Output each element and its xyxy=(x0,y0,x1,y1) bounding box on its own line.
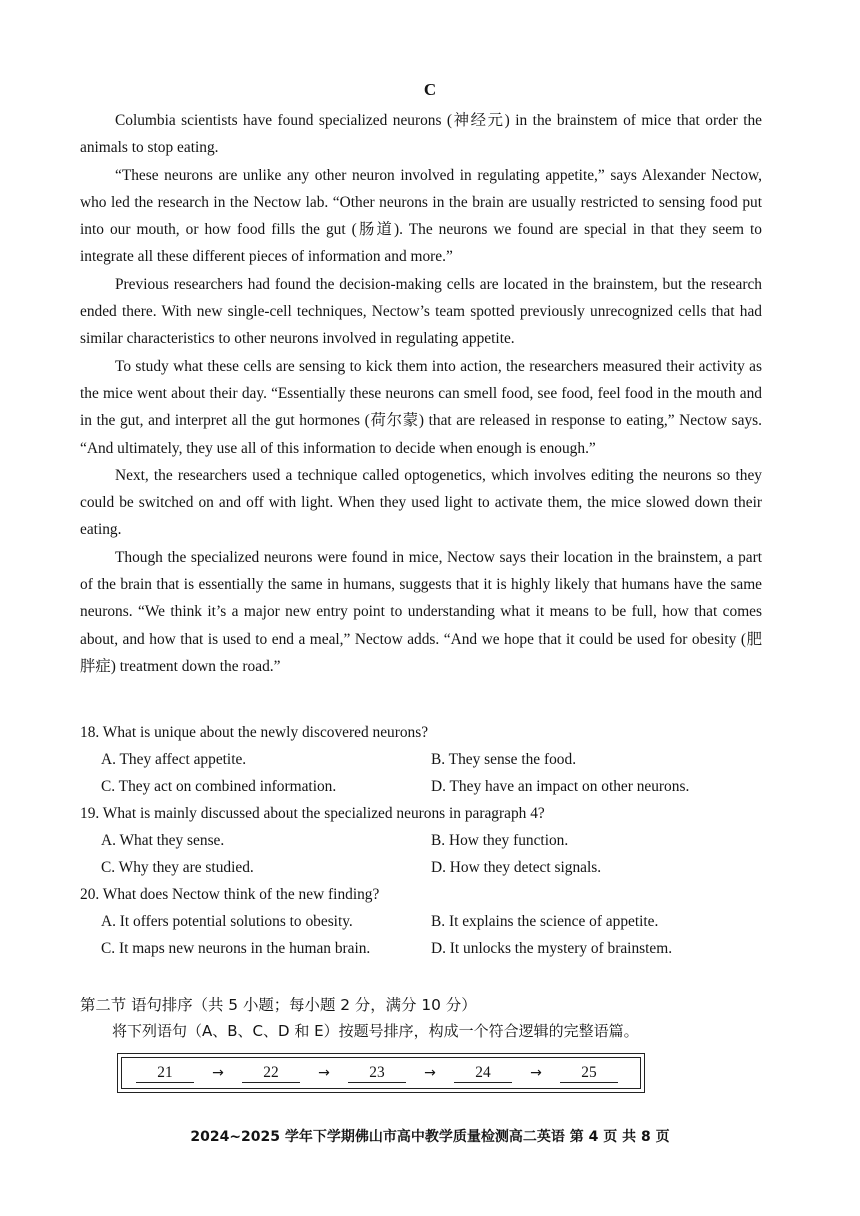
option-b: B. They sense the food. xyxy=(431,751,577,768)
paragraph-2: “These neurons are unlike any other neuron involved in regulating appetite,” says Alexander Nectow, who led the research in the Nectow lab. “Other neurons in the brain are usually restricted to sensing food put into our mouth, or how food fills the gut (肠道). The neurons we found are special in that they seem to integrate all these different pieces of information and more.” xyxy=(80,166,762,266)
question-19 xyxy=(80,800,780,881)
question-stem: 19. What is mainly discussed about the specialized neurons in paragraph 4? xyxy=(80,805,545,822)
option-b: B. It explains the science of appetite. xyxy=(431,913,659,930)
option-d: D. It unlocks the mystery of brainstem. xyxy=(431,940,673,957)
option-c: C. They act on combined information. xyxy=(101,778,337,795)
paragraph-4: To study what these cells are sensing to kick them into action, the researchers measured their activity as the mice went about their day. “Essentially these neurons can smell food, see food, feel food in the mouth and in the gut, and interpret all the gut hormones (荷尔蒙) that are released in response to eating,” Nectow says. “And ultimately, they use all of this information to decide when enough is enough.” xyxy=(80,357,762,457)
option-c: C. It maps new neurons in the human brain. xyxy=(101,940,371,957)
answer-slot-24[interactable]: 24 xyxy=(454,1064,512,1083)
option-a: A. It offers potential solutions to obesity. xyxy=(101,913,353,930)
question-stem: 18. What is unique about the newly discovered neurons? xyxy=(80,724,429,741)
paragraph-5: Next, the researchers used a technique called optogenetics, which involves editing the neurons so they could be switched on and off with light. When they used light to activate them, the mice slowed down their eating. xyxy=(80,466,762,539)
paragraph-3: Previous researchers had found the decision-making cells are located in the brainstem, but the research ended there. With new single-cell techniques, Nectow’s team spotted previously unrecognized cells that had similar characteristics to other neurons involved in regulating appetite. xyxy=(80,275,762,348)
answer-slot-25[interactable]: 25 xyxy=(560,1064,618,1083)
section-2-header xyxy=(80,992,780,1044)
right-arrow-icon: → xyxy=(424,1065,436,1081)
question-stem: 20. What does Nectow think of the new finding? xyxy=(80,886,380,903)
question-20 xyxy=(80,881,780,962)
reading-passage xyxy=(80,107,762,680)
paragraph-6: Though the specialized neurons were found in mice, Nectow says their location in the brainstem, a part of the brain that is essentially the same in humans, suggests that it is highly likely that humans have the same neurons. “We think it’s a major new entry point to understanding what it means to be full, how that comes about, and how that is used to end a meal,” Nectow adds. “And we hope that it could be used for obesity (肥胖症) treatment down the road.” xyxy=(80,548,762,675)
answer-slot-22[interactable]: 22 xyxy=(242,1064,300,1083)
question-18 xyxy=(80,719,780,800)
section-2-heading: 第二节 语句排序（共 5 小题；每小题 2 分，满分 10 分） xyxy=(80,996,477,1014)
option-d: D. How they detect signals. xyxy=(431,859,602,876)
right-arrow-icon: → xyxy=(318,1065,330,1081)
answer-slot-23[interactable]: 23 xyxy=(348,1064,406,1083)
option-a: A. What they sense. xyxy=(101,832,225,849)
option-d: D. They have an impact on other neurons. xyxy=(431,778,690,795)
right-arrow-icon: → xyxy=(530,1065,542,1081)
section-2-instruction: 将下列语句（A、B、C、D 和 E）按题号排序，构成一个符合逻辑的完整语篇。 xyxy=(112,1022,639,1040)
paragraph-1: Columbia scientists have found specialized neurons (神经元) in the brainstem of mice that order the animals to stop eating. xyxy=(80,112,762,157)
page-footer: 2024~2025 学年下学期佛山市高中教学质量检测高二英语 第 4 页 共 8 页 xyxy=(190,1129,670,1145)
option-b: B. How they function. xyxy=(431,832,569,849)
option-c: C. Why they are studied. xyxy=(101,859,254,876)
option-a: A. They affect appetite. xyxy=(101,751,247,768)
answer-slot-21[interactable]: 21 xyxy=(136,1064,194,1083)
right-arrow-icon: → xyxy=(212,1065,224,1081)
sentence-order-box xyxy=(117,1053,645,1093)
passage-section-letter: C xyxy=(423,80,437,99)
question-list xyxy=(80,719,780,962)
